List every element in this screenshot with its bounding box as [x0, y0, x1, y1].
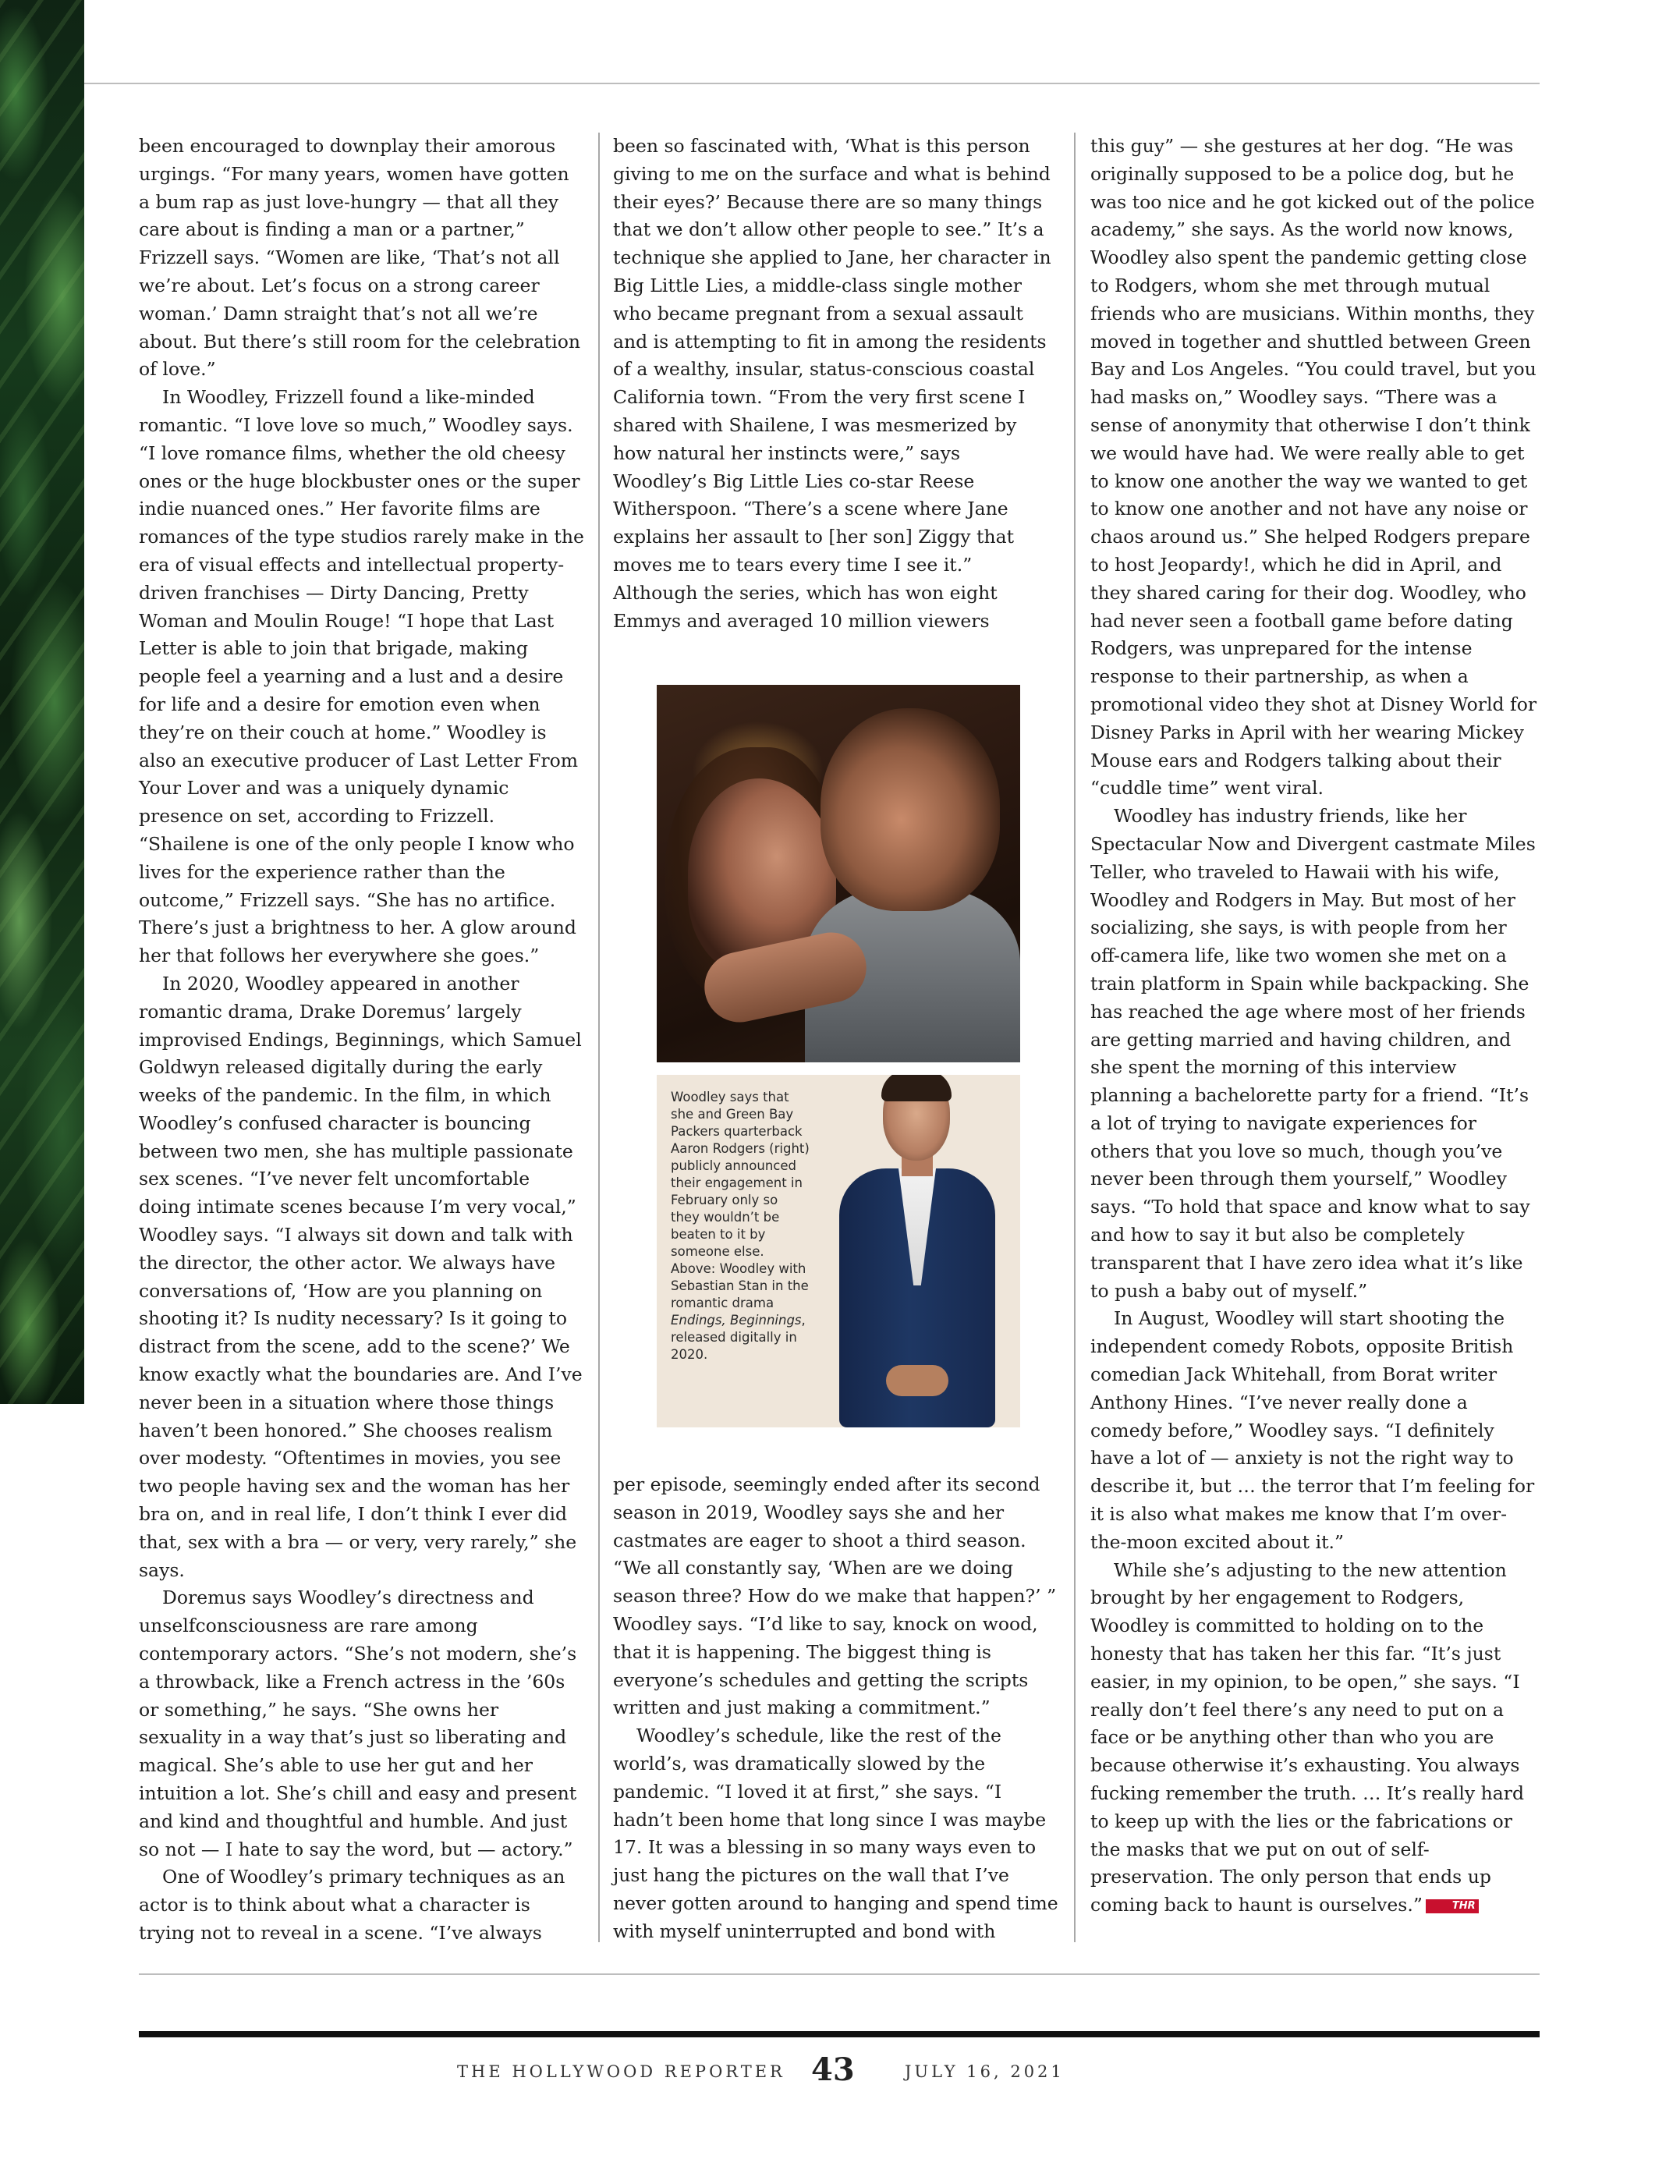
paragraph: In Woodley, Frizzell found a like-minded romantic. “I love love so much,” Woodley says. “I love romance films, whether the old cheesy ones or the huge blockbuster ones or the super indie nuanced ones.” Her favorite films are romances of the type studios rarely make in the era of visual effects and intellectual property-driven franchises — Dirty Dancing, Pretty Woman and Moulin Rouge! “I hope that Last Letter is able to join that brigade, making people feel a yearning and a lust and a desire for life and a desire for emotion even when they’re on their couch at home.” Woodley is also an executive producer of Last Letter From Your Lover and was a uniquely dynamic presence on set, according to Frizzell. “Shailene is one of the only people I know who lives for the experience rather than the outcome,” Frizzell says. “She has no artifice. There’s just a brightness to her. A glow around her that follows her everywhere she goes.” [139, 386, 584, 967]
publication-name: THE HOLLYWOOD REPORTER [457, 2062, 785, 2081]
issue-date: JULY 16, 2021 [905, 2062, 1065, 2081]
paragraph: per episode, seemingly ended after its second season in 2019, Woodley says she and her castmates are eager to shoot a third season. “We all constantly say, ‘When are we doing season three? How do we make that happen?’ ” Woodley says. “I’d like to say, knock on wood, that it is happening. The biggest thing is everyone’s schedules and getting the scripts written and just making a commitment.” [613, 1473, 1057, 1719]
article-column-2-bottom [613, 1471, 1059, 1946]
footer-rule [139, 2031, 1540, 2037]
end-mark-logo: THR [1426, 1899, 1479, 1913]
paragraph: Woodley has industry friends, like her Spectacular Now and Divergent castmate Miles Teller, who traveled to Hawaii with his wife, Woodley and Rodgers in May. But most of her socializing, she says, is with people from her off-camera life, like two women she met on a train platform in Spain while backpacking. She has reached the age where most of her friends are getting married and having children, and she spent the morning of this interview planning a bachelorette party for a friend. “It’s a lot of trying to navigate experiences for others that you love so much, though you’ve never been through them yourself,” Woodley says. “To hold that space and know what to say and how to say it but also be completely transparent that I have zero idea what it’s like to push a baby out of myself.” [1090, 805, 1536, 1302]
paragraph: this guy” — she gestures at her dog. “He was originally supposed to be a police dog, but he was too nice and he got kicked out of the police academy,” she says. As the world now knows, Woodley also spent the pandemic getting close to Rodgers, whom she met through mutual friends who are musicians. Within months, they moved in together and shuttled between Green Bay and Los Angeles. “You could travel, but you had masks on,” Woodley says. “There was a sense of anonymity that otherwise I don’t think we would have had. We were really able to get to know one another the way we wanted to get to know one another and not have any noise or chaos around us.” She helped Rodgers prepare to host Jeopardy!, which he did in April, and they shared caring for their dog. Woodley, who had never seen a football game before dating Rodgers, was unprepared for the intense response to their partnership, as when a promotional video they shot at Disney World for Disney Parks in April with her wearing Mickey Mouse ears and Rodgers talking about their “cuddle time” went viral. [1090, 135, 1537, 800]
bottom-rule [139, 1973, 1540, 1975]
photo-caption: Woodley says that she and Green Bay Packers quarterback Aaron Rodgers (right) publicly announced their engagement in February only so they wouldn’t be beaten to it by someone else. Above: Woodley with Sebastian Stan in the romantic drama Endings, Beginnings, released digitally in 2020. [671, 1090, 810, 1362]
article-column-1 [139, 133, 585, 1948]
paragraph: Doremus says Woodley’s directness and unselfconsciousness are rare among contemporary actors. “She’s not modern, she’s a throwback, like a French actress in the ’60s or something,” he says. “She owns her sexuality in a way that’s just so liberating and magical. She’s able to use her gut and her intuition a lot. She’s chill and easy and present and kind and thoughtful and humble. And just so not — I hate to say the word, but — actory.” [139, 1587, 577, 1860]
page-number: 43 [811, 2051, 855, 2088]
portrait-photo [824, 1075, 1011, 1427]
page-footer [0, 2044, 1680, 2098]
paragraph: been encouraged to downplay their amorous urgings. “For many years, women have gotten a bum rap as just love-hungry — that all they care about is finding a man or a partner,” Frizzell says. “Women are like, ‘That’s not all we’re about. Let’s focus on a strong career woman.’ Damn straight that’s not all we’re about. But there’s still room for the celebration of love.” [139, 135, 580, 381]
paragraph: In August, Woodley will start shooting the independent comedy Robots, opposite British comedian Jack Whitehall, from Borat writer Anthony Hines. “I’ve never really done a comedy before,” Woodley says. “I definitely have a lot of — anxiety is not the right way to describe it, but … the terror that I’m feeling for it is also what makes me know that I’m over-the-moon excited about it.” [1090, 1307, 1535, 1553]
top-rule [84, 83, 1540, 84]
column-divider [598, 133, 600, 1942]
photo-caption-box [657, 1075, 1020, 1427]
column-divider [1074, 133, 1076, 1942]
article-column-2-top [613, 133, 1059, 635]
paragraph: One of Woodley’s primary techniques as an actor is to think about what a character is trying not to reveal in a scene. “I’ve always [139, 1866, 565, 1944]
foliage-background-image [0, 0, 84, 1404]
film-still-photo [657, 685, 1020, 1062]
paragraph: While she’s adjusting to the new attention brought by her engagement to Rodgers, Woodley is committed to holding on to the honesty that has taken her this far. “It’s just easier, in my opinion, to be open,” she says. “I really don’t feel there’s any need to put on a face or be anything other than who you are because otherwise it’s exhausting. You always fucking remember the truth. … It’s really hard to keep up with the lies or the fabrications or the masks that we put on out of self-preservation. The only person that ends up coming back to haunt is ourselves.” THR [1090, 1558, 1525, 1916]
paragraph: In 2020, Woodley appeared in another romantic drama, Drake Doremus’ largely improvised Endings, Beginnings, which Samuel Goldwyn released digitally during the early weeks of the pandemic. In the film, in which Woodley’s confused character is bouncing between two men, she has multiple passionate sex scenes. “I’ve never felt uncomfortable doing intimate scenes because I’m very vocal,” Woodley says. “I always sit down and talk with the director, the other actor. We always have conversations of, ‘How are you planning on shooting it? Is nudity necessary? Is it going to distract from the scene, add to the scene?’ We know exactly what the boundaries are. And I’ve never been in a situation where those things haven’t been honored.” She chooses realism over modesty. “Oftentimes in movies, you see two people having sex and the woman has her bra on, and in real life, I don’t think I ever did that, sex with a bra — or very, very rarely,” she says. [139, 972, 583, 1581]
article-column-3 [1090, 133, 1540, 1920]
paragraph: Woodley’s schedule, like the rest of the world’s, was dramatically slowed by the pandemic. “I loved it at first,” she says. “I hadn’t been home that long since I was maybe 17. It was a blessing in so many ways even to just hang the pictures on the wall that I’ve never gotten around to hanging and spend time with myself uninterrupted and bond with [613, 1725, 1058, 1942]
paragraph: been so fascinated with, ‘What is this person giving to me on the surface and what is behind their eyes?’ Because there are so many things that we don’t allow other people to see.” It’s a technique she applied to Jane, her character in Big Little Lies, a middle-class single mother who became pregnant from a sexual assault and is attempting to fit in among the residents of a wealthy, insular, status-conscious coastal California town. “From the very first scene I shared with Shailene, I was mesmerized by how natural her instincts were,” says Woodley’s Big Little Lies co-star Reese Witherspoon. “There’s a scene where Jane explains her assault to [her son] Ziggy that moves me to tears every time I see it.” Although the series, which has won eight Emmys and averaged 10 million viewers [613, 135, 1051, 632]
